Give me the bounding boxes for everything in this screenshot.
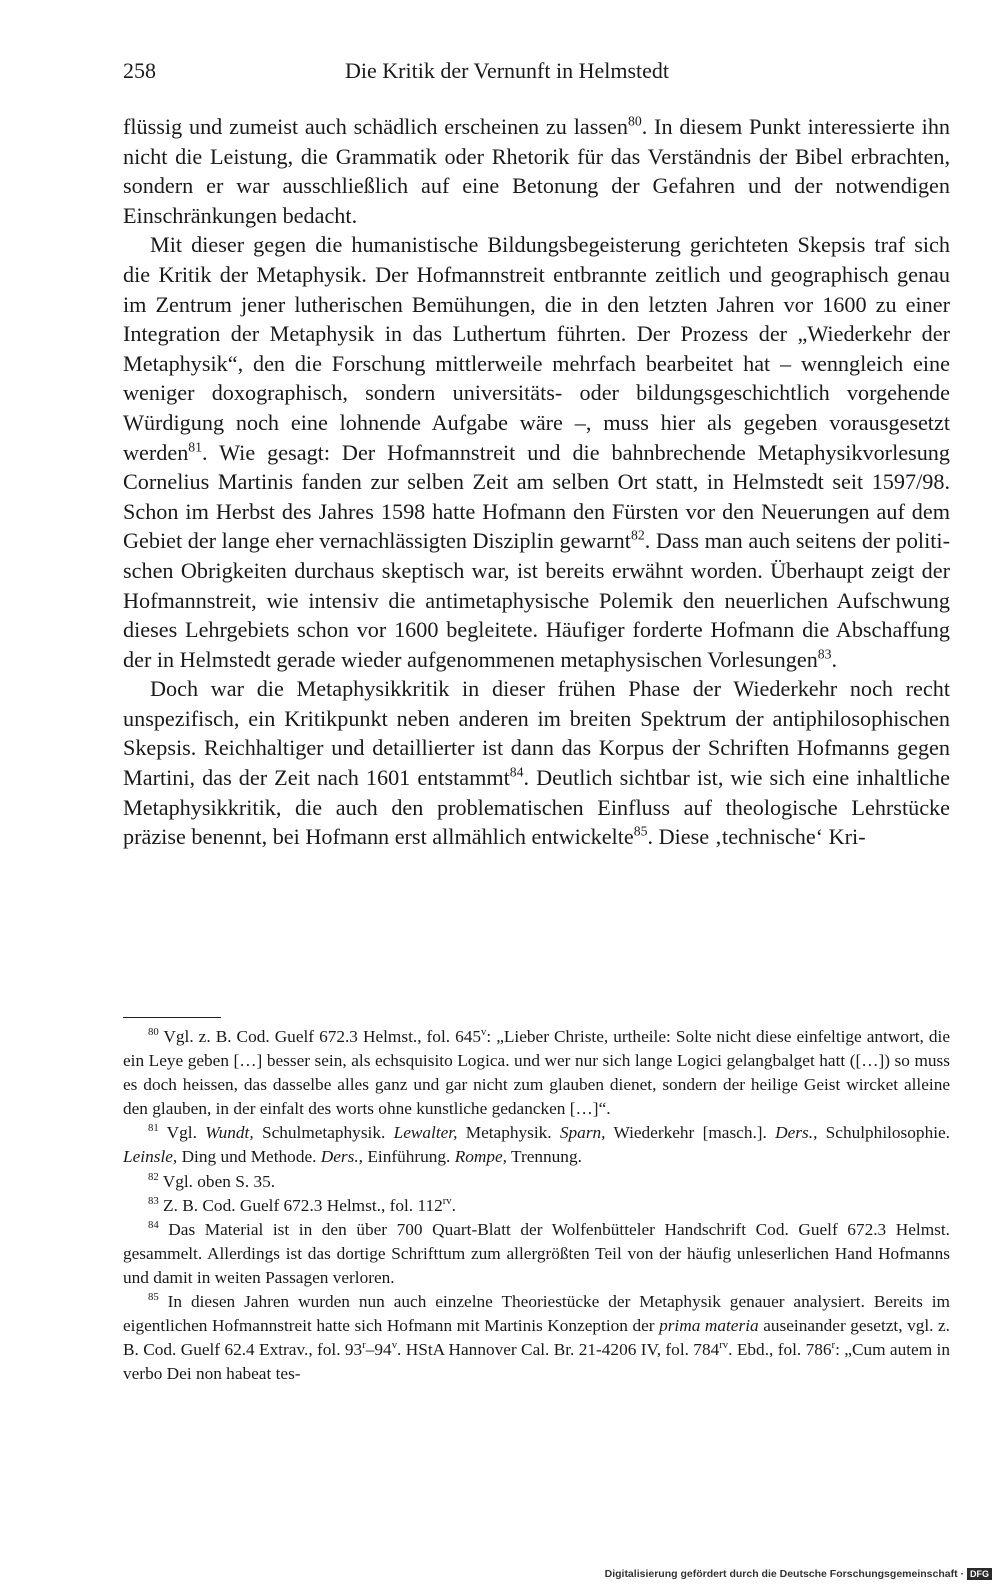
italic-text: Sparn, <box>559 1123 606 1143</box>
italic-text: Ders., <box>320 1147 364 1167</box>
footnote-ref: 85 <box>148 1291 159 1304</box>
footnote-ref: 81 <box>188 439 203 455</box>
italic-text: Wundt, <box>205 1123 254 1143</box>
footnote-ref: 84 <box>509 764 524 780</box>
text-run: Einführung. <box>363 1147 455 1167</box>
paragraph-1 <box>123 112 950 230</box>
italic-text: Lewalter, <box>393 1123 458 1143</box>
text-run: . In diesem Punkt interessierte ihn nicht die Leistung, die Grammatik oder Rhetorik für das Verständnis der Bibel erbrachten, sondern er war ausschließlich auf eine Betonung der Gefahren und der notwendigen Einschränkungen bedacht. <box>123 114 951 228</box>
dfg-logo: DFG <box>967 1568 992 1580</box>
text-run: . Diese ‚technische‘ Kri- <box>647 824 866 850</box>
text-run: Vgl. <box>158 1123 206 1143</box>
text-run: : „Cum autem in verbo Dei non habeat tes- <box>123 1340 950 1384</box>
italic-text: prima materia <box>659 1316 759 1336</box>
footnote-ref: 82 <box>148 1170 159 1183</box>
digitization-note: Digitalisierung gefördert durch die Deutsche Forschungsgemeinschaft · <box>604 1568 964 1580</box>
footnote-ref: 80 <box>148 1026 159 1039</box>
paragraph-2 <box>123 230 950 674</box>
text-run: Wiederkehr [masch.]. <box>605 1123 776 1143</box>
text-run: Schulmetaphysik. <box>253 1123 394 1143</box>
text-run: Vgl. z. B. Cod. Guelf 672.3 Helmst., fol. 645 <box>158 1027 482 1046</box>
footnotes <box>123 1025 950 1386</box>
footnote-85 <box>123 1290 950 1386</box>
text-run: . Deutlich sichtbar ist, wie sich eine inhaltliche Metaphysikkritik, die auch den problematischen Einfluss auf theologische Lehrstücke präzise benennt, bei Hofmann erst allmählich entwickelte <box>123 765 950 850</box>
text-run: . HStA Hannover Cal. Br. 21-4206 IV, fol. 784 <box>397 1340 720 1360</box>
footnote-ref: 85 <box>633 823 648 839</box>
footnote-ref: 81 <box>148 1122 159 1135</box>
text-run: Trennung. <box>507 1147 582 1167</box>
footnote-rule <box>123 1017 221 1018</box>
footnote-ref: r <box>831 1339 836 1352</box>
footnote-83 <box>123 1194 950 1218</box>
footnote-ref: 83 <box>148 1194 159 1207</box>
footnote-ref: 80 <box>627 113 642 129</box>
text-run: Mit dieser gegen die humanistische Bildungsbegeisterung gerichteten Skepsis traf sich die Kritik der Metaphysik. Der Hofmannstreit entbrannte zeitlich und geographisch genau im Zentrum jener lutherischen Bemühungen, die in den letzten Jahren vor 1600 zu einer Integration der Metaphysik in das Luthertum führten. Der Prozess der „Wiederkehr der Metaphysik“, den die Forschung mittlerweile mehrfach bearbeitet hat – wenngleich eine weniger doxographisch, sondern universitäts- oder bildungsgeschichtlich vorgehende Würdigung noch eine lohnende Aufgabe wäre –, muss hier als gegeben vorausgesetzt werden <box>123 232 950 465</box>
footnote-ref: v <box>391 1339 398 1352</box>
digitization-footer <box>605 1568 992 1580</box>
footnote-ref: r <box>362 1339 366 1352</box>
text-run: : „Lieber Christe, urtheile: Solte nicht diese einfeltige antwort, die ein Leye geben […] besser sein, als echsquisito Logica. und wer nur sich lange Logici gelangbalget hatt ([…]) so muss es doch heissen, das dasselbe alles ganz und gar nicht zum glauben dienet, sondern der heilige Geist wircket alleine den glauben, in der einfalt des worts ohne kunstliche gedancken […]“. <box>123 1027 950 1119</box>
footnote-ref: rv <box>719 1339 729 1352</box>
text-run: . Dass man auch seitens der politischen Obrigkeiten durchaus skeptisch war, ist bereits erwähnt worden. Überhaupt zeigt der Hofmannstreit, wie intensiv die antimetaphysische Polemik den neuerlichen Aufschwung dieses Lehrgebiets schon vor 1600 begleitete. Häufiger forderte Hofmann die Abschaffung der in Helmstedt gerade wieder aufgenommenen metaphysischen Vorlesungen <box>123 528 950 672</box>
italic-text: Leinsle, <box>123 1147 178 1167</box>
footnote-ref: 84 <box>148 1218 159 1231</box>
footnote-ref: 83 <box>817 646 832 662</box>
footnote-ref: rv <box>442 1194 452 1207</box>
footnote-80 <box>123 1025 950 1121</box>
text-run: . Wie gesagt: Der Hofmannstreit und die bahnbrechende Metaphysikvorlesung Cornelius Martinis fanden zur selben Zeit am selben Ort statt, in Helmstedt seit 1597/98. Schon im Herbst des Jahres 1598 hatte Hofmann den Fürsten vor den Neuerungen auf dem Gebiet der lange eher vernachlässigten Disziplin gewarnt <box>123 439 950 554</box>
page-number: 258 <box>123 58 156 83</box>
italic-text: Rompe, <box>454 1147 507 1167</box>
text-run: Ding und Methode. <box>177 1147 321 1167</box>
footnote-82 <box>123 1170 950 1194</box>
text-run: Schulphilosophie. <box>817 1123 950 1143</box>
footnote-81 <box>123 1121 950 1169</box>
text-run: Metaphysik. <box>457 1123 560 1143</box>
main-text <box>123 112 950 852</box>
text-run: . <box>831 646 838 672</box>
text-run: –94 <box>365 1340 392 1360</box>
text-run: auseinander gesetzt, vgl. z. B. Cod. Guelf 62.4 Extrav., fol. 93 <box>123 1316 951 1360</box>
text-run: Vgl. oben S. 35. <box>158 1171 276 1191</box>
footnote-84 <box>123 1218 950 1290</box>
text-run: Das Material ist in den über 700 Quart-Blatt der Wolfenbütteler Handschrift Cod. Guelf 672.3 Helmst. gesammelt. Allerdings ist das dortige Schrifttum zum allergrößten Teil von der häufig unleserlichen Hand Hofmanns und damit in weiten Passagen verloren. <box>123 1219 950 1287</box>
italic-text: Ders., <box>775 1123 818 1143</box>
text-run: flüssig und zumeist auch schädlich erscheinen zu lassen <box>123 114 628 139</box>
paragraph-3 <box>123 674 950 852</box>
text-run: Doch war die Metaphysikkritik in dieser frühen Phase der Wiederkehr noch recht unspezifisch, ein Kritikpunkt neben anderen im breiten Spektrum der antiphilosophischen Skepsis. Reichhaltiger und detaillierter ist dann das Korpus der Schriften Hofmanns gegen Martini, das der Zeit nach 1601 entstammt <box>123 676 950 791</box>
text-run: . <box>451 1195 456 1215</box>
running-title: Die Kritik der Vernunft in Helmstedt <box>345 58 670 83</box>
footnote-ref: v <box>481 1026 487 1039</box>
text-run: Z. B. Cod. Guelf 672.3 Helmst., fol. 112 <box>158 1195 443 1215</box>
footnote-ref: 82 <box>630 527 645 543</box>
text-run: . Ebd., fol. 786 <box>728 1340 832 1360</box>
text-run: In diesen Jahren wurden nun auch einzelne Theoriestücke der Metaphysik genauer analysiert. Bereits im eigentlichen Hofmannstreit hatte sich Hofmann mit Martinis Konzeption der <box>123 1292 950 1336</box>
